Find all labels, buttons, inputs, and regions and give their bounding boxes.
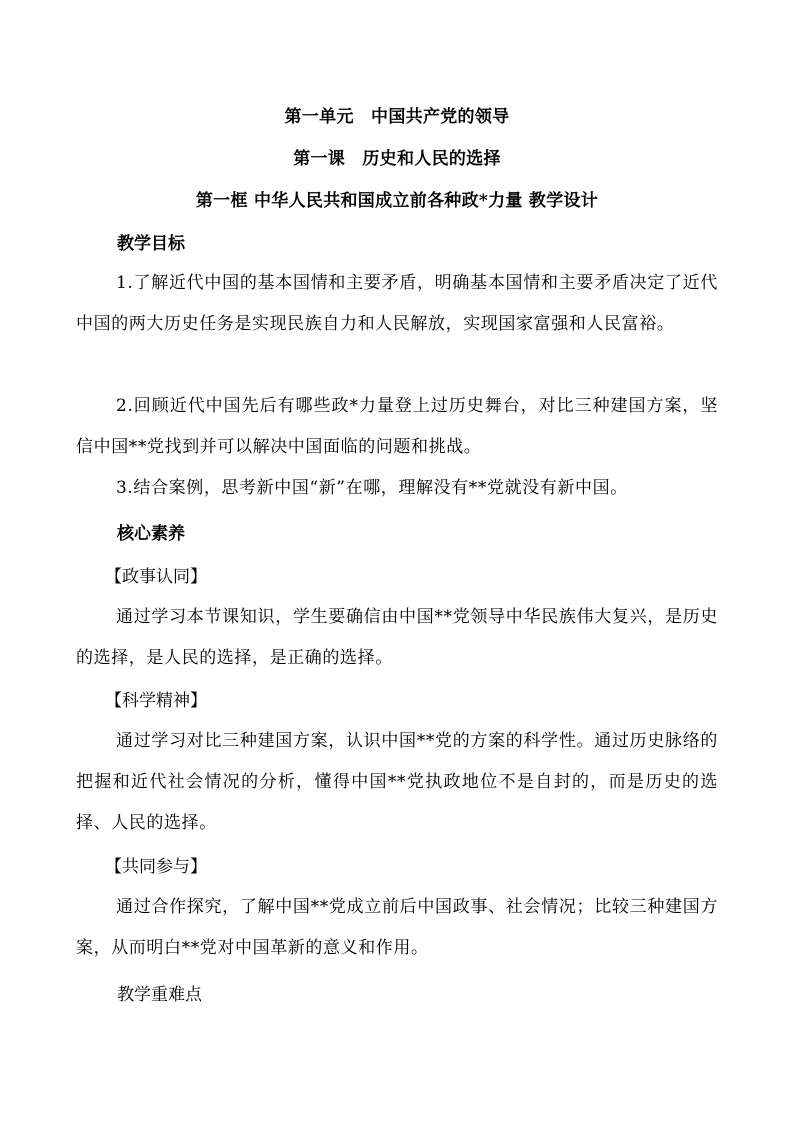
objectives-heading: 教学目标 <box>117 234 185 254</box>
section-title: 第一框 中华人民共和国成立前各种政*力量 教学设计 <box>195 191 599 211</box>
scientific-spirit-text: 通过学习对比三种建国方案，认识中国**党的方案的科学性。通过历史脉络的把握和近代社会情况的分析，懂得中国**党执政地位不是自封的，而是历史的选择、人民的选择。 <box>76 731 718 833</box>
scientific-spirit-label: 【科学精神】 <box>105 691 207 711</box>
literacy-heading: 核心素养 <box>117 524 185 544</box>
political-identity-label: 【政事认同】 <box>105 567 207 587</box>
lesson-title: 第一课 历史和人民的选择 <box>293 149 501 169</box>
participation-label: 【共同参与】 <box>105 857 207 877</box>
objective-item-2: 2.回顾近代中国先后有哪些政*力量登上过历史舞台，对比三种建国方案，坚信中国**党找到并可以解决中国面临的问题和挑战。 <box>76 396 718 457</box>
participation-text: 通过合作探究，了解中国**党成立前后中国政事、社会情况；比较三种建国方案，从而明白**党对中国革新的意义和作用。 <box>76 897 718 958</box>
unit-title: 第一单元 中国共产党的领导 <box>284 107 510 127</box>
political-identity-text: 通过学习本节课知识，学生要确信由中国**党领导中华民族伟大复兴，是历史的选择，是人民的选择，是正确的选择。 <box>76 607 718 668</box>
objective-item-1: 1.了解近代中国的基本国情和主要矛盾，明确基本国情和主要矛盾决定了近代中国的两大历史任务是实现民族自力和人民解放，实现国家富强和人民富裕。 <box>76 273 718 334</box>
objective-item-3: 3.结合案例，思考新中国“新”在哪，理解没有**党就没有新中国。 <box>116 478 628 498</box>
difficulties-heading: 教学重难点 <box>117 985 202 1005</box>
